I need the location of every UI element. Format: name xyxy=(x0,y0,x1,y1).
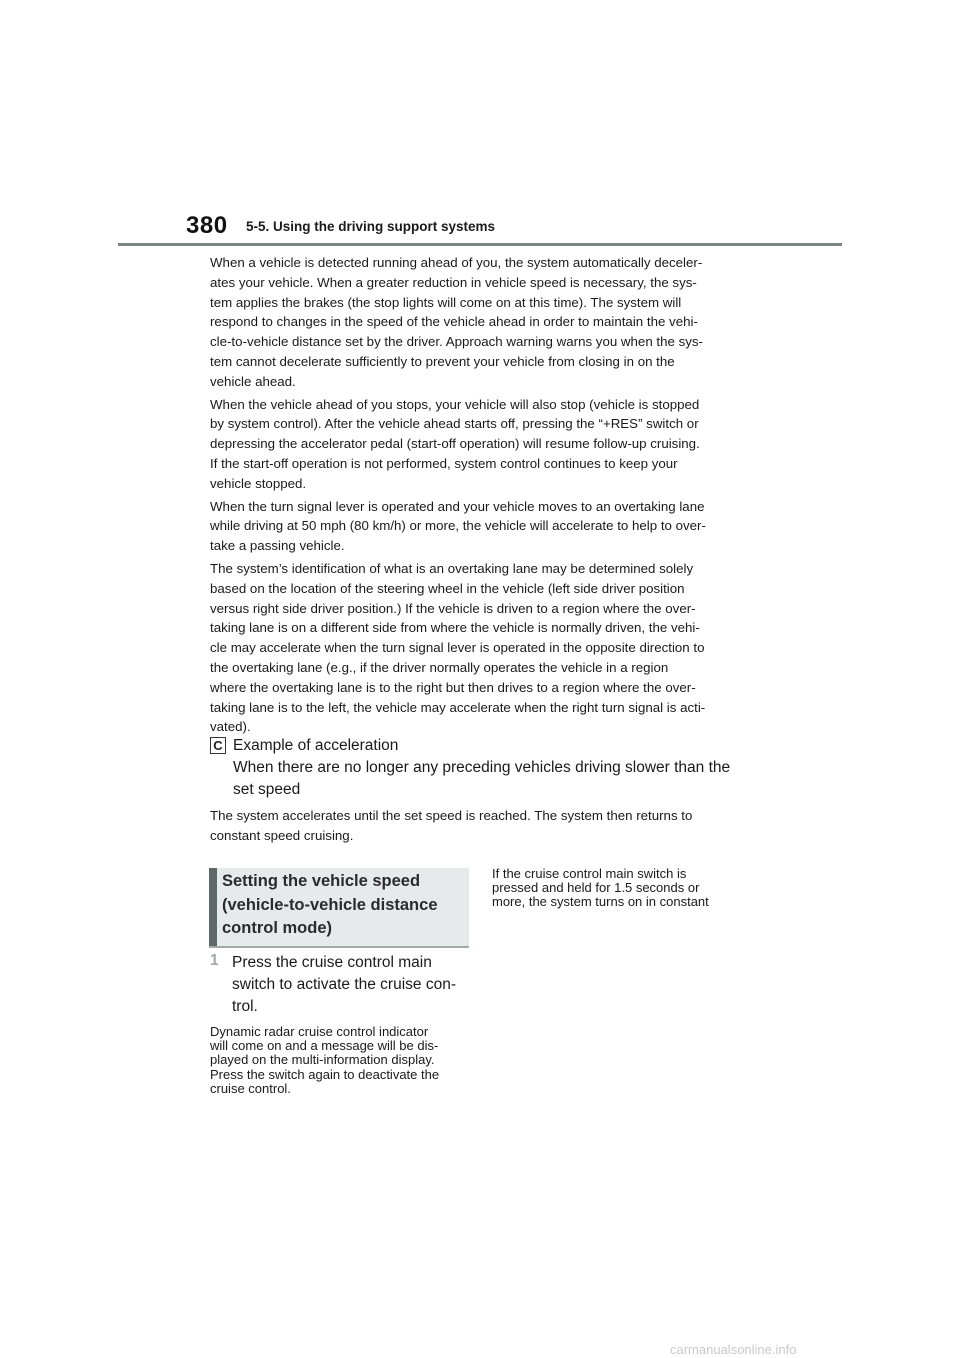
text-line: will come on and a message will be dis- xyxy=(210,1038,439,1054)
paragraph-stop xyxy=(210,395,750,494)
text-line: Dynamic radar cruise control indicator xyxy=(210,1024,429,1039)
example-marker-badge: C xyxy=(210,737,226,754)
page-number: 380 xyxy=(186,212,228,239)
text-line: Press the switch again to deactivate the xyxy=(210,1066,440,1082)
text-line: respond to changes in the speed of the vehicle ahead in order to maintain the vehi- xyxy=(210,314,698,330)
text-line: set speed xyxy=(233,781,301,798)
step-1 xyxy=(210,952,475,1018)
text-line: control mode) xyxy=(222,919,332,937)
text-line: pressed and held for 1.5 seconds or xyxy=(492,880,700,896)
text-line: based on the location of the steering wheel in the vehicle (left side driver position xyxy=(210,580,685,596)
text-line: while driving at 50 mph (80 km/h) or more, the vehicle will accelerate to help to over- xyxy=(210,518,706,534)
text-line: the overtaking lane (e.g., if the driver normally operates the vehicle in a region xyxy=(210,659,669,675)
paragraph-overtaking xyxy=(210,497,750,556)
text-line: If the cruise control main switch is xyxy=(492,866,687,881)
text-line: cle-to-vehicle distance set by the driver. Approach warning warns you when the sys- xyxy=(210,334,703,350)
example-body xyxy=(210,806,750,849)
text-line: taking lane is to the left, the vehicle may accelerate when the right turn signal is acti- xyxy=(210,699,706,715)
text-line: vehicle stopped. xyxy=(210,475,307,491)
text-line: tem cannot decelerate sufficiently to prevent your vehicle from closing in on the xyxy=(210,353,675,369)
main-body xyxy=(210,253,750,740)
text-line: cruise control. xyxy=(210,1080,291,1096)
paragraph-deceleration xyxy=(210,253,750,392)
text-line: If the start-off operation is not performed, system control continues to keep your xyxy=(210,455,678,471)
text-line: by system control). After the vehicle ahead starts off, pressing the “+RES” switch or xyxy=(210,416,699,432)
watermark: carmanualsonline.info xyxy=(670,1342,797,1357)
example-section xyxy=(210,735,770,801)
text-line: (vehicle-to-vehicle distance xyxy=(222,895,438,914)
text-line: When the turn signal lever is operated and your vehicle moves to an overtaking lane xyxy=(210,498,705,514)
section-title: 5-5. Using the driving support systems xyxy=(246,219,496,234)
text-line: When the vehicle ahead of you stops, your vehicle will also stop (vehicle is stopped xyxy=(210,396,700,412)
header-rule xyxy=(118,243,842,246)
subheading-title xyxy=(222,870,438,941)
text-line: vated). xyxy=(210,719,251,735)
text-line: ates your vehicle. When a greater reduction in vehicle speed is necessary, the sys- xyxy=(210,274,697,290)
step-number: 1 xyxy=(210,952,219,969)
step-note xyxy=(210,1025,472,1096)
text-line: Example of acceleration xyxy=(233,737,399,754)
text-line: take a passing vehicle. xyxy=(210,538,345,554)
text-line: trol. xyxy=(232,998,258,1015)
text-line: When there are no longer any preceding vehicles driving slower than the xyxy=(233,759,731,776)
text-line: The system’s identification of what is an overtaking lane may be determined solely xyxy=(210,560,694,576)
text-line: constant speed cruising. xyxy=(210,827,354,843)
text-line: more, the system turns on in constant xyxy=(492,894,709,910)
text-line: Setting the vehicle speed xyxy=(222,872,421,890)
text-line: When a vehicle is detected running ahead of you, the system automatically deceler- xyxy=(210,255,703,270)
text-line: vehicle ahead. xyxy=(210,373,296,389)
text-line: depressing the accelerator pedal (start-off operation) will resume follow-up cruising. xyxy=(210,436,700,452)
step-instruction xyxy=(232,952,475,1018)
side-note xyxy=(492,867,754,910)
text-line: cle may accelerate when the turn signal lever is operated in the opposite direction to xyxy=(210,640,705,656)
example-title xyxy=(233,735,770,801)
text-line: played on the multi-information display. xyxy=(210,1052,435,1068)
example-paragraph xyxy=(210,806,750,846)
text-line: versus right side driver position.) If the vehicle is driven to a region where the over- xyxy=(210,600,696,616)
text-line: where the overtaking lane is to the right but then drives to a region where the over- xyxy=(210,679,696,695)
text-line: Press the cruise control main xyxy=(232,954,432,971)
text-line: taking lane is on a different side from where the vehicle is normally driven, the vehi- xyxy=(210,620,700,636)
subheading-box xyxy=(209,868,469,948)
paragraph-lane-identification xyxy=(210,559,750,737)
text-line: tem applies the brakes (the stop lights will come on at this time). The system will xyxy=(210,294,682,310)
subheading-accent-bar xyxy=(209,868,217,946)
text-line: The system accelerates until the set speed is reached. The system then returns to xyxy=(210,808,693,823)
text-line: switch to activate the cruise con- xyxy=(232,976,456,993)
